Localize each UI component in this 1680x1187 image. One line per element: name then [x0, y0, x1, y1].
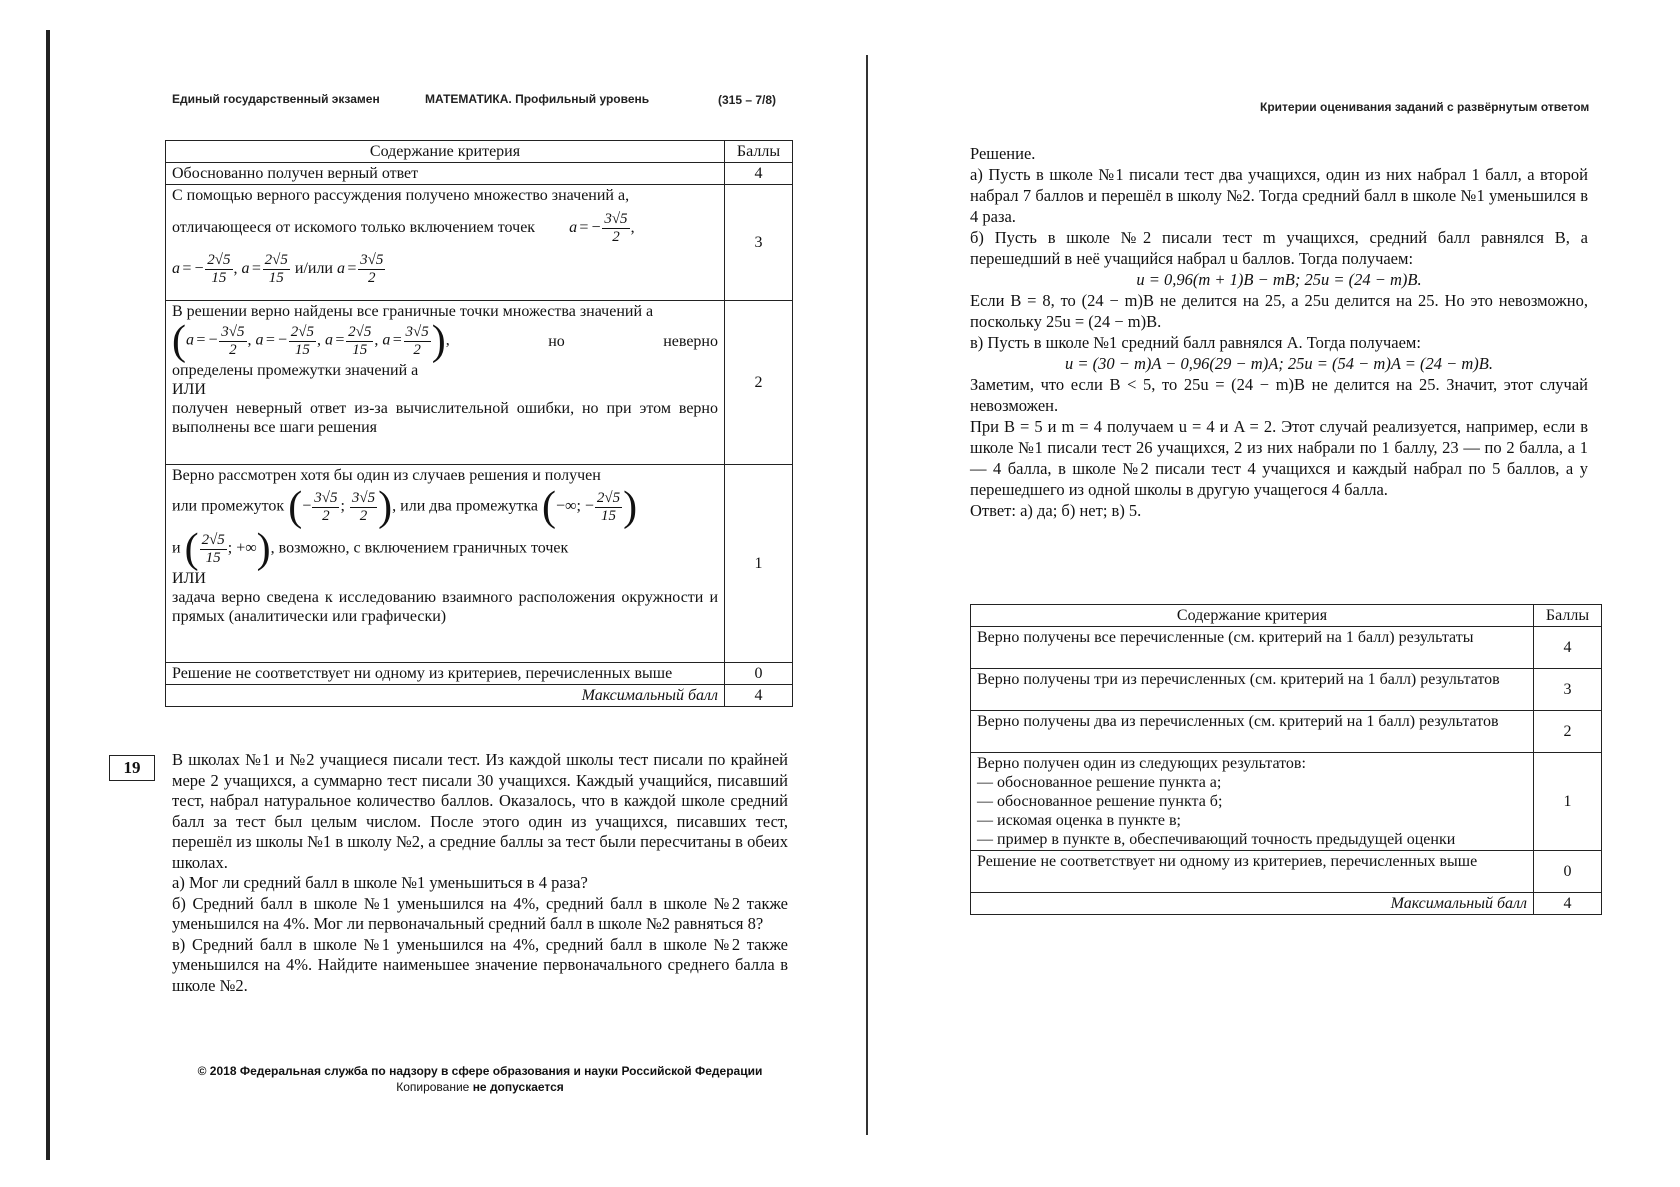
- criterion-text: Решение не соответствует ни одному из критериев, перечисленных выше: [971, 851, 1534, 893]
- criterion-line: задача верно сведена к исследованию взаимного расположения окружности и прямых (аналитически или графически): [172, 589, 718, 625]
- criterion-cell: [166, 301, 725, 465]
- criterion-points: 0: [725, 663, 793, 685]
- criterion-points: 4: [1534, 627, 1602, 669]
- criterion-item: — обоснованное решение пункта б;: [977, 793, 1223, 810]
- col-points-header: Баллы: [1534, 605, 1602, 627]
- col-content-header: Содержание критерия: [971, 605, 1534, 627]
- but-text: но: [548, 332, 565, 350]
- criterion-text: Обоснованно получен верный ответ: [166, 163, 725, 185]
- problem-part-c: в) Средний балл в школе №1 уменьшился на 4%, средний балл в школе №2 также уменьшился на 4%. Найдите наименьшее значение первоначального среднего балла в школе №2.: [172, 934, 788, 995]
- copy-notice: Копирование не допускается: [396, 1080, 564, 1094]
- col-content-header: Содержание критерия: [166, 141, 725, 163]
- solution-part-b: б) Пусть в школе №2 писали тест m учащихся, средний балл равнялся B, а перешедший в неё учащийся набрал u баллов. Тогда получаем:: [970, 228, 1588, 268]
- problem-part-a: а) Мог ли средний балл в школе №1 уменьшиться в 4 раза?: [172, 873, 588, 892]
- solution-part-a: а) Пусть в школе №1 писали тест два учащихся, один из них набрал 1 балл, а второй набрал 7 баллов и перешёл в школу №2. Тогда средний балл в школе №1 уменьшился в 4 раза.: [970, 165, 1588, 226]
- solution-title: Решение.: [970, 144, 1036, 163]
- criterion-points: 1: [725, 465, 793, 663]
- wrong-text: неверно: [663, 332, 718, 350]
- or-text: и/или: [294, 260, 333, 278]
- scan-edge: [46, 30, 50, 1160]
- criterion-item: — пример в пункте в, обеспечивающий точность предыдущей оценки: [977, 831, 1456, 848]
- and-text: и: [172, 539, 181, 557]
- solution-part-c: в) Пусть в школе №1 средний балл равнялся A. Тогда получаем:: [970, 333, 1421, 352]
- criterion-line: определены промежутки значений a: [172, 362, 419, 379]
- criterion-cell: [166, 185, 725, 301]
- solution-part-b-cont: Если B = 8, то (24 − m)B не делится на 25, а 25u делится на 25. Но это невозможно, поскольку 25u = (24 − m)B.: [970, 291, 1588, 331]
- solution-part-c-cont: Заметим, что если B < 5, то 25u = (24 − m)B не делится на 25. Значит, этот случай невозможен.: [970, 375, 1588, 415]
- criterion-text: , или два промежутка: [392, 497, 539, 515]
- page-fold-line: [866, 55, 868, 1135]
- criterion-text: , возможно, с включением граничных точек: [270, 539, 569, 557]
- criterion-line: или промежуток (− $\frac{3√5}{2}$ ; $\frac{3√5}{2}$ ), или два промежутка (−∞; − $\frac{2√5}{15}$ ): [172, 484, 638, 530]
- criterion-points: 1: [1534, 753, 1602, 851]
- or-separator: ИЛИ: [172, 570, 206, 587]
- header-exam: Единый государственный экзамен: [172, 92, 380, 106]
- right-page: [870, 0, 1680, 1187]
- criterion-line: a = − $\frac{2√5}{15}$ , a = $\frac{2√5}{15}$ и/или a = $\frac{3√5}{2}$: [172, 252, 384, 286]
- max-score-value: 4: [1534, 893, 1602, 915]
- max-score-value: 4: [725, 685, 793, 707]
- col-points-header: Баллы: [725, 141, 793, 163]
- criterion-line: В решении верно найдены все граничные точки множества значений a: [172, 303, 654, 320]
- solution-answer: Ответ: а) да; б) нет; в) 5.: [970, 501, 1142, 520]
- criterion-intro: Верно получен один из следующих результатов:: [977, 755, 1306, 772]
- or-separator: ИЛИ: [172, 381, 206, 398]
- criterion-points: 2: [1534, 711, 1602, 753]
- criterion-line: отличающееся от искомого только включением точек a = − $\frac{3√5}{2}$ ,: [172, 211, 635, 245]
- criterion-points: 0: [1534, 851, 1602, 893]
- problem-statement: [172, 750, 788, 996]
- criterion-line: С помощью верного рассуждения получено множество значений a,: [172, 187, 630, 204]
- max-score-label: Максимальный балл: [971, 893, 1534, 915]
- criterion-item: — искомая оценка в пункте в;: [977, 812, 1181, 829]
- criterion-item: — обоснованное решение пункта а;: [977, 774, 1222, 791]
- criterion-text: отличающееся от искомого только включением точек: [172, 219, 536, 237]
- solution-example: При B = 5 и m = 4 получаем u = 4 и A = 2. Этот случай реализуется, например, если в школе №1 писали тест 26 учащихся, 2 из них набрали по 1 баллу, 23 — по 2 балла, а 1 — 4 балла, в школе №2 писали тест 4 учащихся и каждый набрал по 5 баллов, а у перешедшего из одной школы в другую учащегося 4 балла.: [970, 417, 1588, 499]
- equation: u = (30 − m)A − 0,96(29 − m)A; 25u = (54 − m)A = (24 − m)B.: [1064, 354, 1494, 373]
- criterion-points: 3: [1534, 669, 1602, 711]
- criterion-line: получен неверный ответ из-за вычислительной ошибки, но при этом верно выполнены все шаги решения: [172, 400, 718, 436]
- criterion-line: Верно рассмотрен хотя бы один из случаев решения и получен: [172, 467, 601, 484]
- criterion-text: Решение не соответствует ни одному из критериев, перечисленных выше: [166, 663, 725, 685]
- max-score-label: Максимальный балл: [166, 685, 725, 707]
- header-code: (315 – 7/8): [718, 93, 777, 107]
- criterion-text: или промежуток: [172, 497, 285, 515]
- criterion-cell: [166, 465, 725, 663]
- problem-part-b: б) Средний балл в школе №1 уменьшился на 4%, средний балл в школе №2 также уменьшился на 4%. Мог ли первоначальный средний балл в школе №2 равняться 8?: [172, 893, 788, 933]
- criteria-table-right: [970, 604, 1602, 915]
- criterion-cell: [971, 753, 1534, 851]
- criterion-line: (a = − $\frac{3√5}{2}$ , a = − $\frac{2√5}{15}$ , a = $\frac{2√5}{15}$ , a = $\frac{3√5}{2}$ ), но неверно: [172, 318, 718, 364]
- criterion-text: Верно получены три из перечисленных (см. критерий на 1 балл) результатов: [971, 669, 1534, 711]
- equation: u = 0,96(m + 1)B − mB; 25u = (24 − m)B.: [1136, 270, 1422, 289]
- header-criteria: Критерии оценивания заданий с развёрнутым ответом: [1260, 100, 1590, 114]
- criterion-line: и ( $\frac{2√5}{15}$ ; +∞), возможно, с включением граничных точек: [172, 526, 569, 572]
- solution-block: [970, 143, 1588, 521]
- criterion-text: Верно получены два из перечисленных (см. критерий на 1 балл) результатов: [971, 711, 1534, 753]
- copyright-line: © 2018 Федеральная служба по надзору в сфере образования и науки Российской Федерации: [197, 1064, 763, 1078]
- problem-number: 19: [109, 755, 155, 781]
- header-subject: МАТЕМАТИКА. Профильный уровень: [425, 92, 650, 106]
- copyright-footer: [150, 1063, 810, 1095]
- criteria-table-left: [165, 140, 793, 707]
- criterion-points: 3: [725, 185, 793, 301]
- criterion-points: 4: [725, 163, 793, 185]
- criterion-text: Верно получены все перечисленные (см. критерий на 1 балл) результаты: [971, 627, 1534, 669]
- problem-paragraph: В школах №1 и №2 учащиеся писали тест. Из каждой школы тест писали по крайней мере 2 учащихся, а суммарно тест писали 30 учащихся. Каждый учащийся, писавший тест, набрал натуральное количество баллов. Оказалось, что в каждой школе средний балл за тест был целым числом. После этого один из учащихся, писавших тест, перешёл из школы №1 в школу №2, а средние баллы за тест были пересчитаны в обеих школах.: [172, 750, 788, 872]
- criterion-points: 2: [725, 301, 793, 465]
